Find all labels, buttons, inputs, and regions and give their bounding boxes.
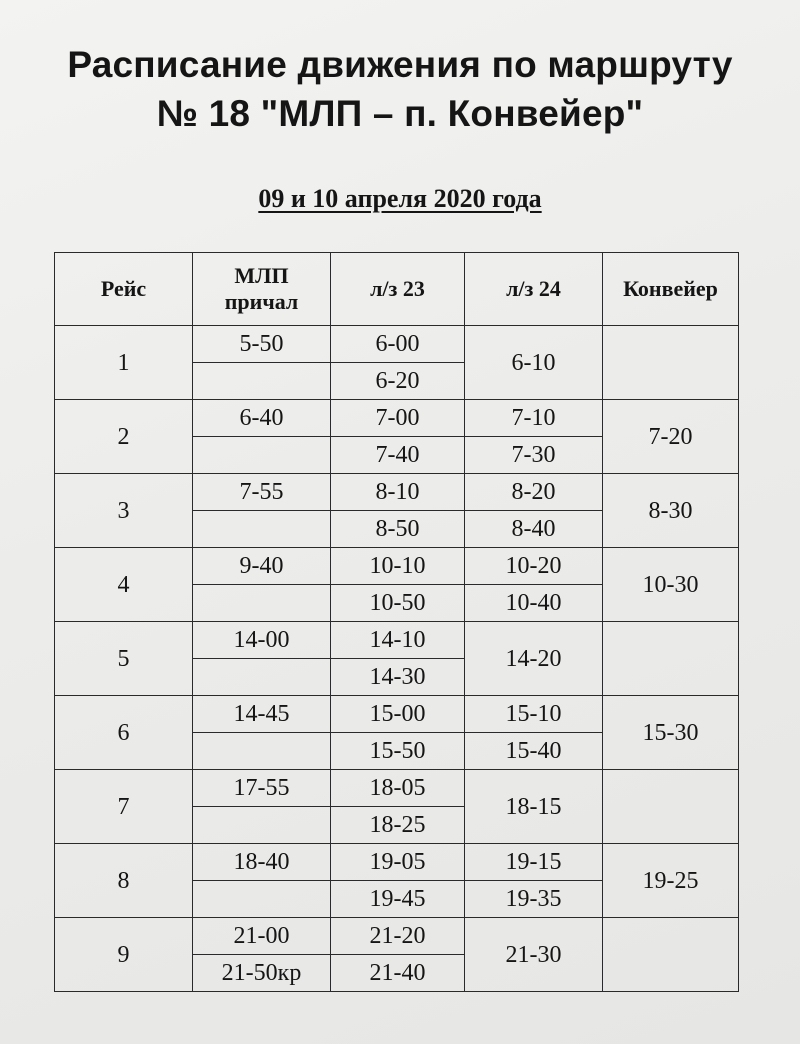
lz24-time: 10-40 bbox=[465, 585, 603, 622]
lz24-time: 15-10 bbox=[465, 696, 603, 733]
conveyor-time bbox=[603, 622, 739, 696]
mlp-time: 5-50 bbox=[193, 326, 331, 363]
conveyor-time: 7-20 bbox=[603, 400, 739, 474]
conveyor-time: 8-30 bbox=[603, 474, 739, 548]
mlp-time: 9-40 bbox=[193, 548, 331, 585]
trip-number: 2 bbox=[55, 400, 193, 474]
lz24-time: 10-20 bbox=[465, 548, 603, 585]
lz24-time: 19-35 bbox=[465, 881, 603, 918]
mlp-time: 7-55 bbox=[193, 474, 331, 511]
table-row bbox=[55, 474, 739, 511]
header-mlp-line1: МЛП bbox=[234, 263, 289, 288]
lz23-time: 7-40 bbox=[331, 437, 465, 474]
lz24-time: 15-40 bbox=[465, 733, 603, 770]
trip-number: 8 bbox=[55, 844, 193, 918]
mlp-time: 14-00 bbox=[193, 622, 331, 659]
trip-number: 7 bbox=[55, 770, 193, 844]
lz24-time: 8-20 bbox=[465, 474, 603, 511]
lz23-time: 15-50 bbox=[331, 733, 465, 770]
header-conveyor: Конвейер bbox=[603, 253, 739, 326]
table-row bbox=[55, 770, 739, 807]
lz24-time: 19-15 bbox=[465, 844, 603, 881]
lz23-time: 21-40 bbox=[331, 955, 465, 992]
lz23-time: 10-50 bbox=[331, 585, 465, 622]
lz23-time: 6-00 bbox=[331, 326, 465, 363]
lz23-time: 8-10 bbox=[331, 474, 465, 511]
trip-number: 4 bbox=[55, 548, 193, 622]
table-row bbox=[55, 918, 739, 955]
mlp-time bbox=[193, 437, 331, 474]
trip-number: 1 bbox=[55, 326, 193, 400]
trip-number: 5 bbox=[55, 622, 193, 696]
mlp-time bbox=[193, 511, 331, 548]
lz24-time: 6-10 bbox=[465, 326, 603, 400]
trip-number: 6 bbox=[55, 696, 193, 770]
header-lz24: л/з 24 bbox=[465, 253, 603, 326]
mlp-time: 18-40 bbox=[193, 844, 331, 881]
lz24-time: 21-30 bbox=[465, 918, 603, 992]
lz24-time: 18-15 bbox=[465, 770, 603, 844]
header-mlp-line2: причал bbox=[224, 289, 299, 314]
lz24-time: 14-20 bbox=[465, 622, 603, 696]
header-trip: Рейс bbox=[55, 253, 193, 326]
conveyor-time bbox=[603, 770, 739, 844]
lz23-time: 19-05 bbox=[331, 844, 465, 881]
conveyor-time bbox=[603, 918, 739, 992]
title-line-1: Расписание движения по маршруту bbox=[67, 44, 733, 85]
lz23-time: 8-50 bbox=[331, 511, 465, 548]
header-lz23: л/з 23 bbox=[331, 253, 465, 326]
lz23-time: 7-00 bbox=[331, 400, 465, 437]
mlp-time bbox=[193, 733, 331, 770]
table-row bbox=[55, 696, 739, 733]
conveyor-time: 15-30 bbox=[603, 696, 739, 770]
lz23-time: 10-10 bbox=[331, 548, 465, 585]
conveyor-time: 19-25 bbox=[603, 844, 739, 918]
mlp-time bbox=[193, 363, 331, 400]
lz23-time: 18-25 bbox=[331, 807, 465, 844]
table-row bbox=[55, 326, 739, 363]
mlp-time: 17-55 bbox=[193, 770, 331, 807]
schedule-title bbox=[0, 40, 800, 138]
trip-number: 3 bbox=[55, 474, 193, 548]
lz23-time: 19-45 bbox=[331, 881, 465, 918]
lz23-time: 14-30 bbox=[331, 659, 465, 696]
mlp-time bbox=[193, 881, 331, 918]
mlp-time bbox=[193, 659, 331, 696]
header-mlp bbox=[193, 253, 331, 326]
lz23-time: 18-05 bbox=[331, 770, 465, 807]
schedule-date bbox=[0, 184, 800, 214]
schedule-body bbox=[55, 326, 739, 992]
trip-number: 9 bbox=[55, 918, 193, 992]
lz23-time: 21-20 bbox=[331, 918, 465, 955]
mlp-time: 21-50кр bbox=[193, 955, 331, 992]
table-row bbox=[55, 400, 739, 437]
conveyor-time bbox=[603, 326, 739, 400]
mlp-time: 14-45 bbox=[193, 696, 331, 733]
table-row bbox=[55, 622, 739, 659]
lz23-time: 6-20 bbox=[331, 363, 465, 400]
lz24-time: 7-30 bbox=[465, 437, 603, 474]
conveyor-time: 10-30 bbox=[603, 548, 739, 622]
table-row bbox=[55, 844, 739, 881]
lz24-time: 8-40 bbox=[465, 511, 603, 548]
mlp-time: 21-00 bbox=[193, 918, 331, 955]
title-line-2: № 18 "МЛП – п. Конвейер" bbox=[156, 93, 644, 134]
mlp-time: 6-40 bbox=[193, 400, 331, 437]
table-row bbox=[55, 548, 739, 585]
mlp-time bbox=[193, 585, 331, 622]
lz23-time: 14-10 bbox=[331, 622, 465, 659]
mlp-time bbox=[193, 807, 331, 844]
lz23-time: 15-00 bbox=[331, 696, 465, 733]
lz24-time: 7-10 bbox=[465, 400, 603, 437]
header-row bbox=[55, 253, 739, 326]
schedule-table bbox=[54, 252, 739, 992]
date-text: 09 и 10 апреля 2020 года bbox=[258, 184, 542, 213]
